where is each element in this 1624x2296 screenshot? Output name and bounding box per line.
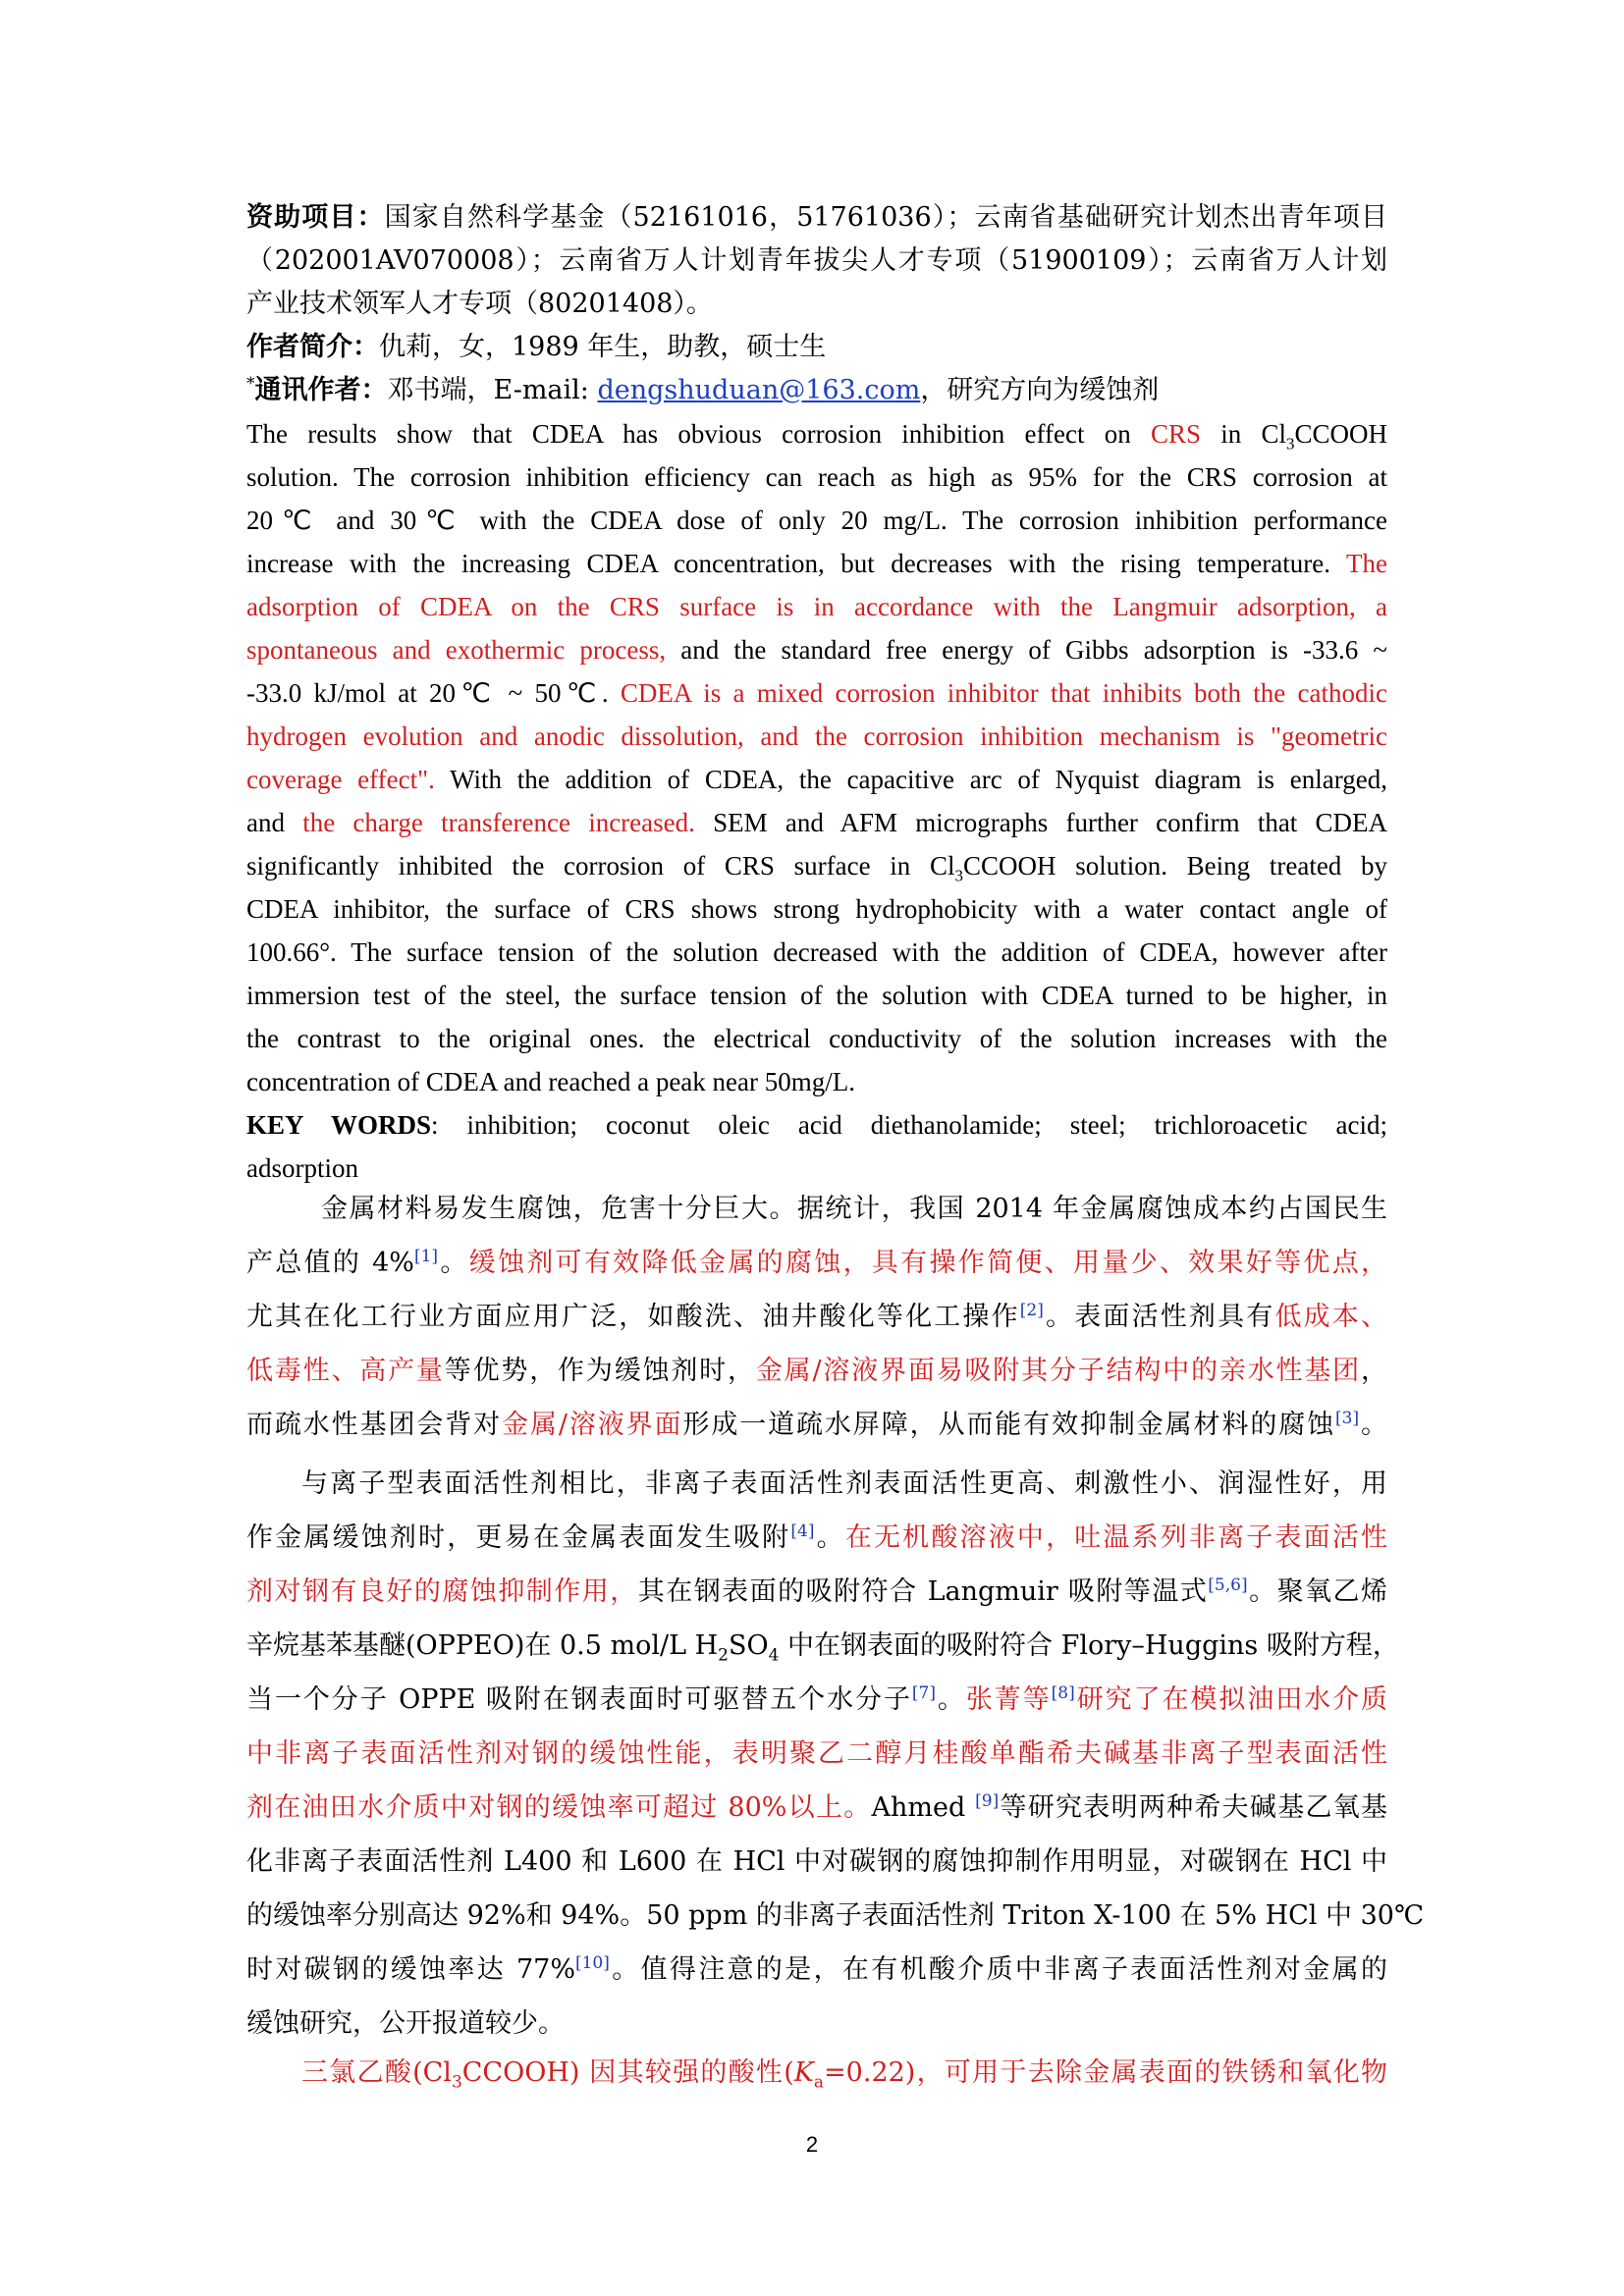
body-line: 辛烷基苯基醚(OPPEO)在 0.5 mol/L $H_2SO_4$ 中在钢表面的吸附符合 Flory–Huggins 吸附方程， [246, 1630, 1399, 1666]
body-line: 而疏水性基团会背对金属/溶液界面形成一道疏水屏障，从而能有效抑制金属材料的腐蚀[3]。 [246, 1409, 1388, 1440]
abstract-line: The results show that CDEA has obvious corrosion inhibition effect on CRS in $Cl_3CCOOH$ [246, 419, 1387, 454]
citation: [4] [790, 1522, 815, 1541]
keywords-label: KEY WORDS [246, 1110, 432, 1140]
abstract-line: 20℃ and 30℃ with the CDEA dose of only 20 mg/L. The corrosion inhibition performance [246, 506, 1387, 535]
body-line: 与离子型表面活性剂相比，非离子表面活性剂表面活性更高、刺激性小、润湿性好，用 [301, 1468, 1387, 1499]
body-paragraph-2 [246, 1457, 1425, 2051]
abstract-line: spontaneous and exothermic process, and the standard free energy of Gibbs adsorption is -33.6 ~ [246, 635, 1388, 665]
body-line: 作金属缓蚀剂时，更易在金属表面发生吸附[4]。在无机酸溶液中，吐温系列非离子表面活性 [246, 1522, 1388, 1553]
citation: [3] [1335, 1409, 1360, 1428]
abstract-line: -33.0 kJ/mol at 20℃ ~ 50℃. CDEA is a mixed corrosion inhibitor that inhibits both the cathodic [246, 678, 1387, 708]
body-line: 时对碳钢的缓蚀率达 77%[10]。值得注意的是，在有机酸介质中非离子表面活性剂对金属的 [246, 1953, 1387, 1985]
body-line: 金属材料易发生腐蚀，危害十分巨大。据统计，我国 2014 年金属腐蚀成本约占国民生 [321, 1194, 1387, 1224]
funding-line-3: 产业技术领军人才专项（80201408）。 [246, 289, 713, 319]
funding-label: 资助项目： [246, 202, 385, 233]
abstract-line: solution. The corrosion inhibition efficiency can reach as high as 95% for the CRS corrosion at [246, 462, 1387, 492]
citation: [1] [413, 1247, 439, 1266]
abstract-line: concentration of CDEA and reached a peak near 50mg/L. [246, 1067, 855, 1096]
body-line: 尤其在化工行业方面应用广泛，如酸洗、油井酸化等化工操作[2]。表面活性剂具有低成本、 [246, 1301, 1387, 1332]
author-label: 作者简介： [246, 332, 379, 362]
funding-line-1: 资助项目：国家自然科学基金（52161016，51761036）；云南省基础研究计划杰出青年项目 [246, 202, 1388, 233]
body-line: 低毒性、高产量等优势，作为缓蚀剂时，金属/溶液界面易吸附其分子结构中的亲水性基团， [246, 1356, 1387, 1386]
body-line: 中非离子表面活性剂对钢的缓蚀性能，表明聚乙二醇月桂酸单酯希夫碱基非离子型表面活性 [246, 1738, 1387, 1769]
body-line: 产总值的 4%[1]。缓蚀剂可有效降低金属的腐蚀，具有操作简便、用量少、效果好等优点， [246, 1247, 1388, 1278]
email-link[interactable]: dengshuduan@163.com [597, 375, 921, 405]
body-line: 化非离子表面活性剂 L400 和 L600 在 HCl 中对碳钢的腐蚀抑制作用明显，对碳钢在 HCl 中 [246, 1846, 1387, 1877]
abstract [246, 412, 1387, 1190]
abstract-line: significantly inhibited the corrosion of CRS surface in $Cl_3CCOOH$ solution. Being treated by [246, 851, 1388, 885]
body-line: 的缓蚀率分别高达 92%和 94%。50 ppm 的非离子表面活性剂 Triton X-100 在 5% HCl 中 30℃ [246, 1900, 1425, 1931]
citation: [2] [1019, 1301, 1044, 1320]
abstract-line: and the charge transference increased. SEM and AFM micrographs further confirm that CDEA [246, 808, 1388, 837]
page-number: 2 [805, 2132, 819, 2157]
body-line: 三氯乙酸$(Cl_3CCOOH)$ 因其较强的酸性$(K_a=0.22)$，可用于去除金属表面的铁锈和氧化物 [301, 2057, 1387, 2093]
citation: [7] [911, 1683, 936, 1703]
abstract-line: immersion test of the steel, the surface tension of the solution with CDEA turned to be higher, in [246, 981, 1387, 1010]
abstract-line: hydrogen evolution and anodic dissolution, and the corrosion inhibition mechanism is "geometric [246, 721, 1387, 751]
body-paragraph-1 [246, 1182, 1387, 1452]
abstract-line: 100.66°. The surface tension of the solution decreased with the addition of CDEA, however after [246, 937, 1387, 967]
corresponding-line: *通讯作者：邓书端，E-mail: dengshuduan@163.com，研究方向为缓蚀剂 [246, 374, 1160, 405]
corresponding-label: 通讯作者： [254, 375, 388, 405]
citation: [9] [975, 1791, 1000, 1811]
citation: [5,6] [1208, 1575, 1248, 1595]
body-paragraph-3 [246, 2046, 1387, 2100]
citation: [10] [574, 1953, 610, 1973]
front-matter [246, 196, 1387, 412]
body-line: 剂在油田水介质中对钢的缓蚀率可超过 80%以上。Ahmed [9]等研究表明两种希夫碱基乙氧基 [246, 1791, 1388, 1823]
abstract-line: coverage effect". With the addition of CDEA, the capacitive arc of Nyquist diagram is enlarged, [246, 765, 1387, 794]
body-line: 缓蚀研究，公开报道较少。 [246, 2008, 565, 2039]
body-line: 当一个分子 OPPE 吸附在钢表面时可驱替五个水分子[7]。张菁等[8]研究了在模拟油田水介质 [246, 1683, 1388, 1715]
citation: [8] [1051, 1683, 1075, 1703]
keywords-line: KEY WORDS: inhibition; coconut oleic acid diethanolamide; steel; trichloroacetic acid; [246, 1110, 1387, 1140]
funding-line-2: （202001AV070008）；云南省万人计划青年拔尖人才专项（51900109）；云南省万人计划 [246, 245, 1387, 276]
abstract-line: the contrast to the original ones. the electrical conductivity of the solution increases with the [246, 1024, 1387, 1053]
abstract-line: CDEA inhibitor, the surface of CRS shows strong hydrophobicity with a water contact angle of [246, 894, 1387, 924]
abstract-line: adsorption of CDEA on the CRS surface is in accordance with the Langmuir adsorption, a [246, 592, 1387, 621]
author-line: 作者简介：仇莉，女，1989 年生，助教，硕士生 [246, 332, 827, 362]
body-line: 剂对钢有良好的腐蚀抑制作用，其在钢表面的吸附符合 Langmuir 吸附等温式[5,6]。聚氧乙烯 [246, 1575, 1388, 1607]
abstract-line: increase with the increasing CDEA concentration, but decreases with the rising temperature. The [246, 549, 1387, 578]
keywords-line: adsorption [246, 1153, 358, 1183]
